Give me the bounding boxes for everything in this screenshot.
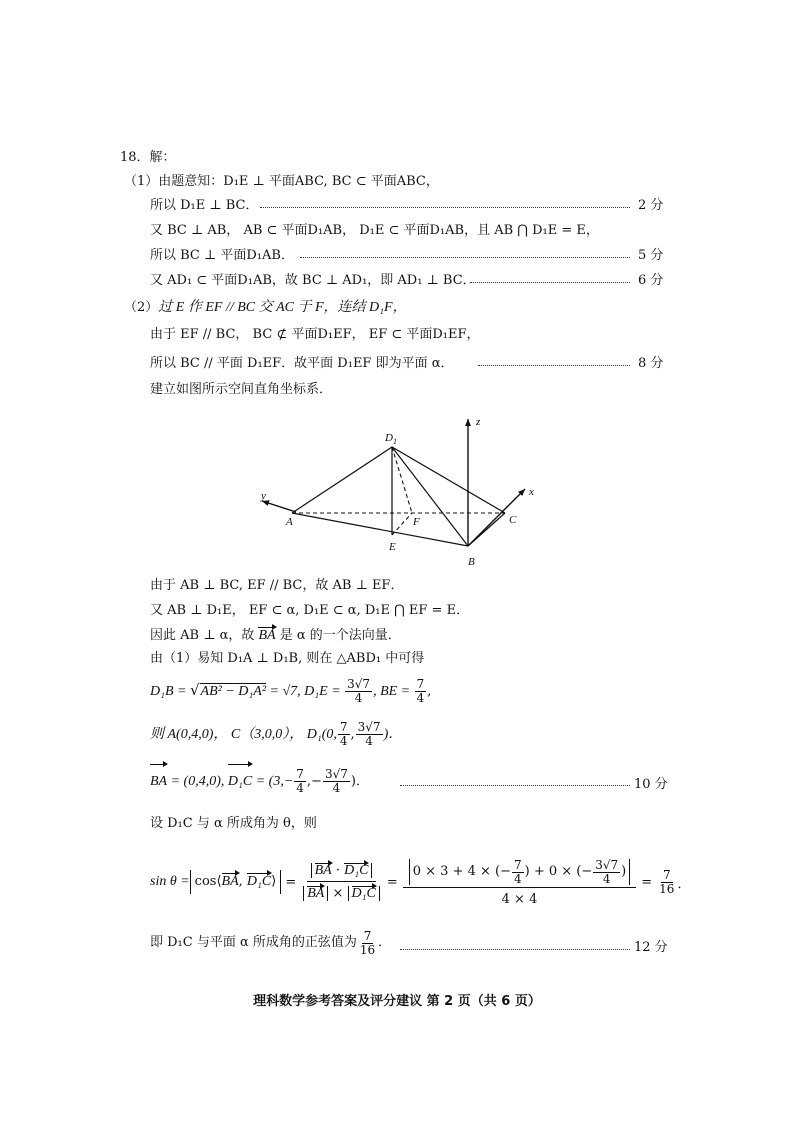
label-A: A bbox=[286, 516, 293, 528]
edge-D1-B bbox=[392, 447, 468, 546]
part2-line12: 设 D₁C 与 α 所成角为 θ，则 bbox=[150, 816, 317, 831]
score-10: 10 分 bbox=[634, 777, 668, 792]
conclusion-line: 即 D₁C 与平面 α 所成角的正弦值为 $\frac{7}{16}$ ． bbox=[150, 928, 392, 957]
x-axis bbox=[468, 489, 525, 546]
part2-line3: 所以 BC // 平面 D₁EF．故平面 D₁EF 即为平面 α． bbox=[150, 356, 454, 371]
score-8: 8 分 bbox=[638, 356, 664, 371]
result-fraction: $\frac{7}{16}$ bbox=[659, 867, 675, 896]
edge-E-F bbox=[392, 513, 412, 535]
leader-dots bbox=[400, 785, 630, 786]
cos-fraction: $\frac{\text{BA · D₁C}}{\text{BA × D₁C}}$ bbox=[301, 862, 382, 901]
part2-line6: 又 AB ⊥ D₁E， EF ⊂ α, D₁E ⊂ α, D₁E ⋂ EF = E． bbox=[150, 603, 470, 618]
edge-A-B bbox=[292, 513, 468, 546]
part2-line5: 由于 AB ⊥ BC, EF // BC，故 AB ⊥ EF． bbox=[150, 578, 404, 593]
fraction: $\frac{3√7}{4}$ bbox=[347, 677, 371, 705]
abs-cos: cos⟨BA, D₁C⟩ bbox=[190, 870, 282, 894]
part1-line3: 又 BC ⊥ AB， AB ⊂ 平面D₁AB， D₁E ⊂ 平面D₁AB，且 AB ⋂ D₁E = E， bbox=[150, 223, 599, 238]
label-y: y bbox=[261, 490, 266, 502]
leader-dots bbox=[478, 365, 630, 366]
part2-line1 bbox=[124, 296, 407, 316]
vectors-line: BA = (0,4,0), D₁C = (3,− $\frac{7}{4}$ ,− $\frac{3√7}{4}$ )． bbox=[150, 765, 369, 799]
fraction: $\frac{7}{16}$ bbox=[359, 928, 376, 957]
leader-dots bbox=[300, 257, 630, 258]
numeric-fraction: 0 × 3 + 4 × (− $\frac{7}{4}$ ) + 0 × (− $\frac{3√7}{4}$ ) 4 × 4 bbox=[403, 857, 637, 907]
problem-number: 18．解： bbox=[120, 150, 176, 165]
part2-line7: 因此 AB ⊥ α，故 BA 是 α 的一个法向量． bbox=[150, 628, 401, 643]
leader-dots bbox=[470, 282, 630, 283]
part1-line2: 所以 D₁E ⊥ BC． bbox=[150, 198, 259, 213]
edge-B-C bbox=[468, 513, 505, 546]
label-D1: $D_1$ bbox=[385, 432, 397, 446]
part1-line1 bbox=[124, 170, 439, 189]
coordinate-figure bbox=[0, 405, 794, 575]
part1-line5: 又 AD₁ ⊂ 平面D₁AB，故 BC ⊥ AD₁，即 AD₁ ⊥ BC． bbox=[150, 273, 476, 288]
part2-text1: 过 E 作 EF // BC 交 AC 于 F，连结 D₁F， bbox=[158, 300, 407, 315]
part1-tag: （1） bbox=[124, 174, 159, 189]
vector-BA: BA bbox=[258, 628, 276, 643]
part2-line2: 由于 EF // BC， BC ⊄ 平面D₁EF， EF ⊂ 平面D₁EF， bbox=[150, 327, 480, 342]
label-F: F bbox=[413, 516, 420, 528]
page-footer: 理科数学参考答案及评分建议 第 2 页（共 6 页） bbox=[253, 994, 541, 1009]
score-6: 6 分 bbox=[638, 273, 664, 288]
sin-formula: sin θ = cos⟨BA, D₁C⟩ = $\frac{\text{BA · D₁C}}{\text{BA × D₁C}}$ = 0 × 3 + 4 × (− $\frac{7}{4}$ ) + 0 × (− $\frac{3√7}{4}$ ) 4 × 4 = $\frac{7}{16}$ ． bbox=[150, 858, 691, 908]
part1-line4: 所以 BC ⊥ 平面D₁AB． bbox=[150, 248, 294, 263]
coordinates-line: 则 A(0,4,0)， C（3,0,0）， D₁(0, $\frac{7}{4}$ , $\frac{3√7}{4}$ )． bbox=[150, 720, 403, 748]
label-E: E bbox=[389, 541, 396, 553]
leader-dots bbox=[400, 949, 630, 950]
part2-line4: 建立如图所示空间直角坐标系． bbox=[150, 382, 333, 397]
label-x: x bbox=[529, 486, 534, 498]
score-2: 2 分 bbox=[638, 198, 664, 213]
fraction: $\frac{7}{4}$ bbox=[416, 677, 425, 705]
score-12: 12 分 bbox=[634, 940, 668, 955]
score-5: 5 分 bbox=[638, 248, 664, 263]
leader-dots bbox=[260, 207, 630, 208]
label-B: B bbox=[468, 556, 475, 568]
label-z: z bbox=[476, 416, 481, 428]
part2-tag: （2） bbox=[124, 300, 159, 315]
part1-text1: 由题意知：D₁E ⊥ 平面ABC, BC ⊂ 平面ABC， bbox=[158, 174, 439, 189]
y-axis bbox=[262, 501, 296, 512]
label-C: C bbox=[509, 514, 517, 526]
outer-edges bbox=[292, 447, 505, 513]
part2-line8: 由（1）易知 D₁A ⊥ D₁B, 则在 △ABD₁ 中可得 bbox=[150, 651, 425, 666]
lengths-line: D₁B = √AB² − D₁A² = √7, D₁E = $\frac{3√7}{4}$ , BE = $\frac{7}{4}$ , bbox=[150, 677, 432, 705]
